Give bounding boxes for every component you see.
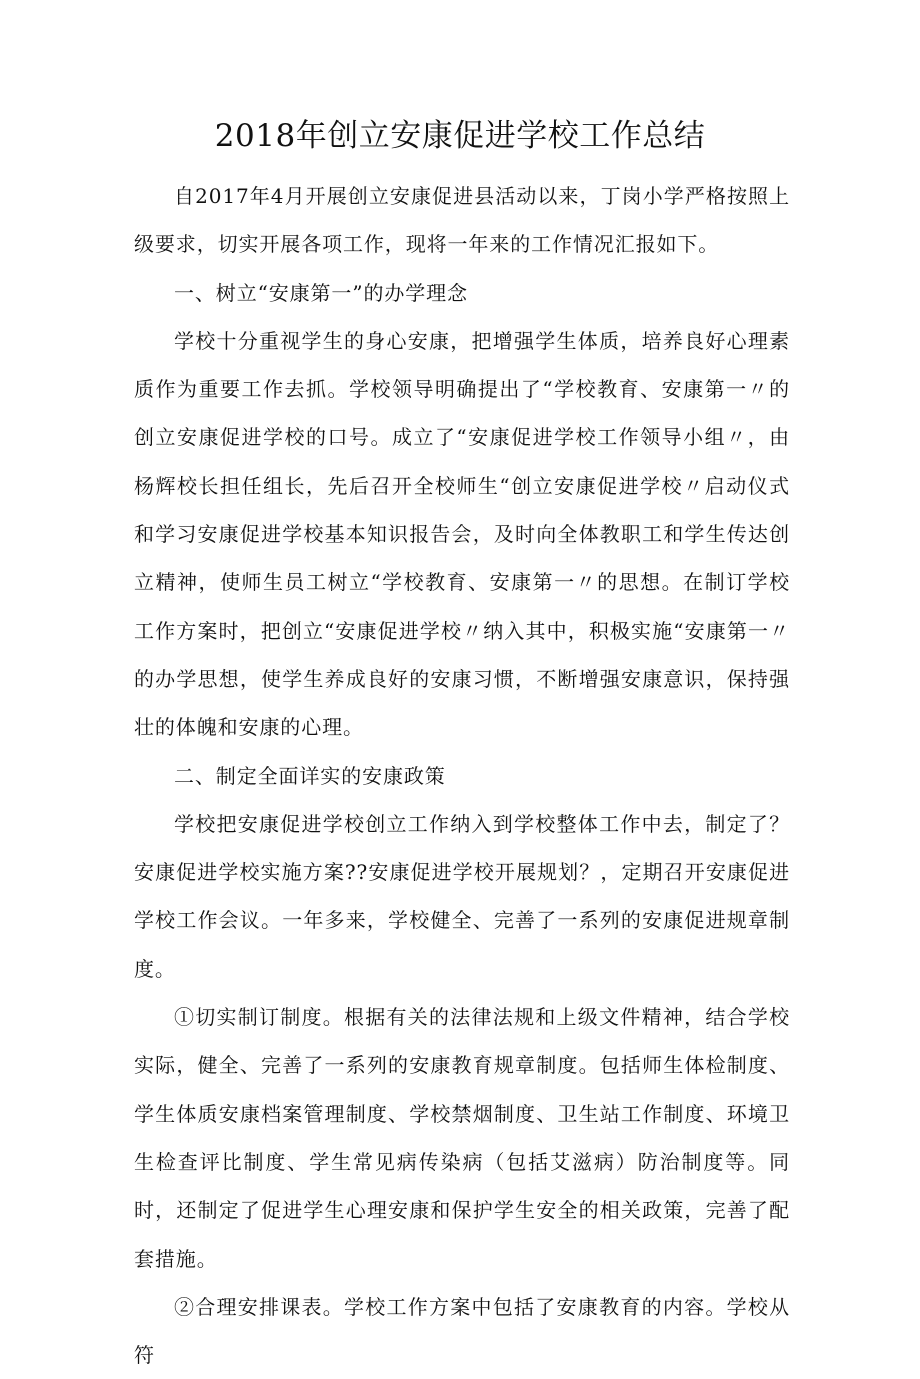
body-paragraph: ①切实制订制度。根据有关的法律法规和上级文件精神，结合学校实际，健全、完善了一系列的安康教育规章制度。包括师生体检制度、学生体质安康档案管理制度、学校禁烟制度、卫生站工作制度、环境卫生检查评比制度、学生常见病传染病（包括艾滋病）防治制度等。同时，还制定了促进学生心理安康和保护学生安全的相关政策，完善了配套措施。 [134,1005,790,1271]
body-paragraph: 学校把安康促进学校创立工作纳入到学校整体工作中去，制定了？安康促进学校实施方案??安康促进学校开展规划？，定期召开安康促进学校工作会议。一年多来，学校健全、完善了一系列的安康促进规章制度。 [134,811,790,981]
document-body [134,172,790,1379]
body-paragraph: 学校十分重视学生的身心安康，把增强学生体质，培养良好心理素质作为重要工作去抓。学校领导明确提出了“学校教育、安康第一〃的创立安康促进学校的口号。成立了“安康促进学校工作领导小组〃，由杨辉校长担任组长，先后召开全校师生“创立安康促进学校〃启动仪式和学习安康促进学校基本知识报告会，及时向全体教职工和学生传达创立精神，使师生员工树立“学校教育、安康第一〃的思想。在制订学校工作方案时，把创立“安康促进学校〃纳入其中，积极实施“安康第一〃的办学思想，使学生养成良好的安康习惯，不断增强安康意识，保持强壮的体魄和安康的心理。 [134,328,790,740]
section-heading-2: 二、制定全面详实的安康政策 [174,763,446,788]
body-paragraph: ②合理安排课表。学校工作方案中包括了安康教育的内容。学校从符 [134,1294,790,1368]
intro-paragraph: 自2017年4月开展创立安康促进县活动以来，丁岗小学严格按照上级要求，切实开展各项工作，现将一年来的工作情况汇报如下。 [134,184,790,257]
section-heading-1: 一、树立“安康第一”的办学理念 [174,280,468,305]
document-title: 2018年创立安康促进学校工作总结 [214,118,706,154]
